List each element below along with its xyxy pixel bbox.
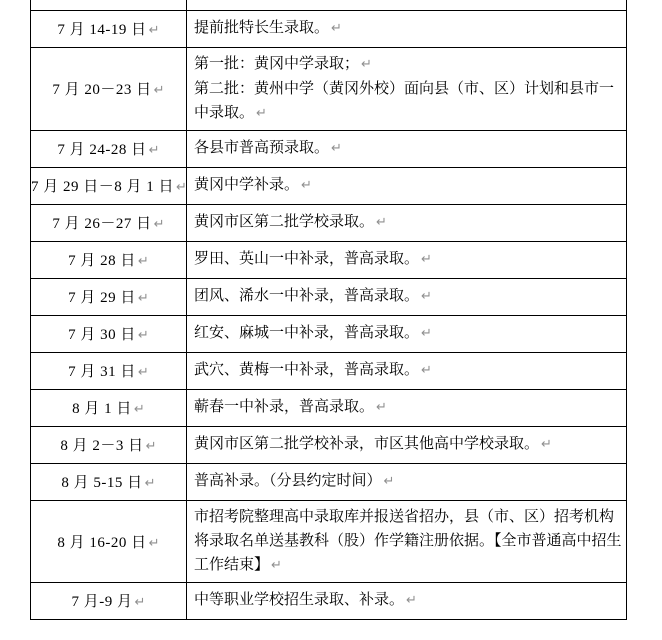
- schedule-text: 提前批特长生录取。: [194, 20, 330, 36]
- schedule-text: 团风、浠水一中补录，普高录取。: [194, 288, 420, 304]
- table-row: [31, 389, 627, 426]
- paragraph-mark-icon: ↵: [271, 557, 282, 573]
- table-row: [31, 167, 627, 204]
- schedule-paragraph: [194, 210, 624, 235]
- paragraph-mark-icon: ↵: [376, 400, 387, 415]
- schedule-paragraph: [194, 136, 624, 161]
- paragraph-mark-icon: ↵: [383, 474, 395, 489]
- table-row: [31, 47, 627, 130]
- schedule-paragraph: [194, 395, 624, 420]
- table-row: [31, 500, 627, 582]
- schedule-paragraph: [194, 77, 624, 126]
- paragraph-mark-icon: ↵: [361, 56, 372, 72]
- table-row: [31, 278, 627, 315]
- table-row: [31, 10, 627, 47]
- date-text: 8 月 16-20 日: [57, 534, 147, 551]
- paragraph-mark-icon: ↵: [148, 535, 160, 551]
- date-cell: [31, 0, 187, 10]
- schedule-text: 武穴、黄梅一中补录，普高录取。: [194, 362, 420, 378]
- date-text: 7 月 28 日: [68, 253, 136, 269]
- description-cell: [187, 10, 627, 47]
- schedule-paragraph: [194, 247, 624, 272]
- description-cell: [187, 0, 627, 10]
- date-text: 8 月 1 日: [72, 401, 132, 417]
- paragraph-mark-icon: ↵: [256, 105, 267, 121]
- date-text: 7 月 24-28 日: [57, 142, 147, 158]
- description-cell: [187, 389, 627, 426]
- table-row: [31, 582, 627, 619]
- date-cell: [31, 204, 187, 241]
- date-cell: [31, 582, 187, 619]
- description-cell: [187, 426, 627, 463]
- description-cell: [187, 47, 627, 130]
- schedule-paragraph: [194, 16, 624, 41]
- table-row-partial-top: [31, 0, 627, 10]
- schedule-paragraph: [194, 52, 624, 77]
- schedule-text: 中等职业学校招生录取、补录。: [194, 592, 405, 608]
- date-cell: [31, 463, 187, 500]
- paragraph-mark-icon: ↵: [137, 328, 149, 343]
- schedule-paragraph: [194, 588, 624, 613]
- paragraph-mark-icon: ↵: [148, 23, 160, 38]
- schedule-paragraph: [194, 284, 624, 309]
- table-row: [31, 426, 627, 463]
- description-cell: [187, 130, 627, 167]
- paragraph-mark-icon: ↵: [421, 363, 432, 378]
- schedule-text: 第一批：黄冈中学录取；: [194, 55, 360, 72]
- schedule-text: 蕲春一中补录，普高录取。: [194, 399, 375, 415]
- schedule-text: 黄冈中学补录。: [194, 177, 300, 193]
- paragraph-mark-icon: ↵: [153, 217, 165, 232]
- description-cell: [187, 463, 627, 500]
- description-cell: [187, 204, 627, 241]
- paragraph-mark-icon: ↵: [421, 252, 432, 267]
- schedule-paragraph: [194, 321, 624, 346]
- table-row: [31, 352, 627, 389]
- date-cell: [31, 278, 187, 315]
- date-cell: [31, 47, 187, 130]
- date-cell: [31, 426, 187, 463]
- date-cell: [31, 241, 187, 278]
- paragraph-mark-icon: ↵: [376, 215, 387, 230]
- schedule-paragraph: [194, 469, 624, 494]
- schedule-paragraph: [194, 505, 624, 578]
- date-cell: [31, 389, 187, 426]
- schedule-paragraph: [194, 358, 624, 383]
- table-row: [31, 463, 627, 500]
- date-cell: [31, 315, 187, 352]
- description-cell: [187, 352, 627, 389]
- date-text: 8 月 2－3 日: [60, 438, 144, 454]
- table-row: [31, 130, 627, 167]
- date-text: 7 月 29 日: [68, 290, 136, 306]
- date-cell: [31, 10, 187, 47]
- schedule-paragraph: [194, 173, 624, 198]
- paragraph-mark-icon: ↵: [421, 289, 432, 304]
- paragraph-mark-icon: ↵: [133, 402, 145, 417]
- date-cell: [31, 352, 187, 389]
- paragraph-mark-icon: ↵: [331, 141, 342, 156]
- paragraph-mark-icon: ↵: [301, 178, 312, 193]
- date-text: 7 月 31 日: [68, 364, 136, 380]
- schedule-text: 罗田、英山一中补录，普高录取。: [194, 251, 420, 267]
- table-row: [31, 204, 627, 241]
- paragraph-mark-icon: ↵: [137, 254, 149, 269]
- description-cell: [187, 241, 627, 278]
- description-cell: [187, 582, 627, 619]
- schedule-text: 第二批：黄州中学（黄冈外校）面向县（市、区）计划和县市一中录取。: [194, 80, 615, 121]
- date-text: 7 月 30 日: [68, 327, 136, 343]
- paragraph-mark-icon: ↵: [148, 143, 160, 158]
- description-cell: [187, 278, 627, 315]
- paragraph-mark-icon: ↵: [134, 595, 146, 610]
- schedule-text: 黄冈市区第二批学校补录，市区其他高中学校录取。: [194, 436, 540, 452]
- schedule-text: 各县市普高预录取。: [194, 140, 330, 156]
- date-text: 7 月 26－27 日: [52, 216, 152, 232]
- date-cell: [31, 500, 187, 582]
- paragraph-mark-icon: ↵: [145, 439, 157, 454]
- paragraph-mark-icon: ↵: [176, 180, 187, 195]
- paragraph-mark-icon: ↵: [144, 476, 156, 491]
- date-text: 7 月 29 日－8 月 1 日: [31, 179, 175, 195]
- schedule-paragraph: [194, 432, 624, 457]
- admission-schedule-table: [30, 0, 627, 620]
- description-cell: [187, 500, 627, 582]
- date-cell: [31, 167, 187, 204]
- paragraph-mark-icon: ↵: [541, 437, 552, 452]
- date-text: 8 月 5-15 日: [61, 475, 143, 491]
- paragraph-mark-icon: ↵: [137, 291, 149, 306]
- description-cell: [187, 315, 627, 352]
- date-text: 7 月-9 月: [71, 594, 133, 610]
- schedule-text: 红安、麻城一中补录，普高录取。: [194, 325, 420, 341]
- paragraph-mark-icon: ↵: [406, 593, 417, 608]
- date-text: 7 月 20－23 日: [52, 82, 152, 98]
- paragraph-mark-icon: ↵: [331, 21, 342, 36]
- date-text: 7 月 14-19 日: [57, 22, 147, 38]
- table-row: [31, 241, 627, 278]
- paragraph-mark-icon: ↵: [153, 83, 165, 98]
- description-cell: [187, 167, 627, 204]
- paragraph-mark-icon: ↵: [137, 365, 149, 380]
- table-row: [31, 315, 627, 352]
- schedule-text: 黄冈市区第二批学校录取。: [194, 214, 375, 230]
- date-cell: [31, 130, 187, 167]
- schedule-text: 市招考院整理高中录取库并报送省招办，县（市、区）招考机构将录取名单送基教科（股）作学籍注册依据。【全市普通高中招生工作结束】: [194, 508, 622, 573]
- schedule-text: 普高补录。（分县约定时间）: [194, 473, 382, 489]
- paragraph-mark-icon: ↵: [421, 326, 432, 341]
